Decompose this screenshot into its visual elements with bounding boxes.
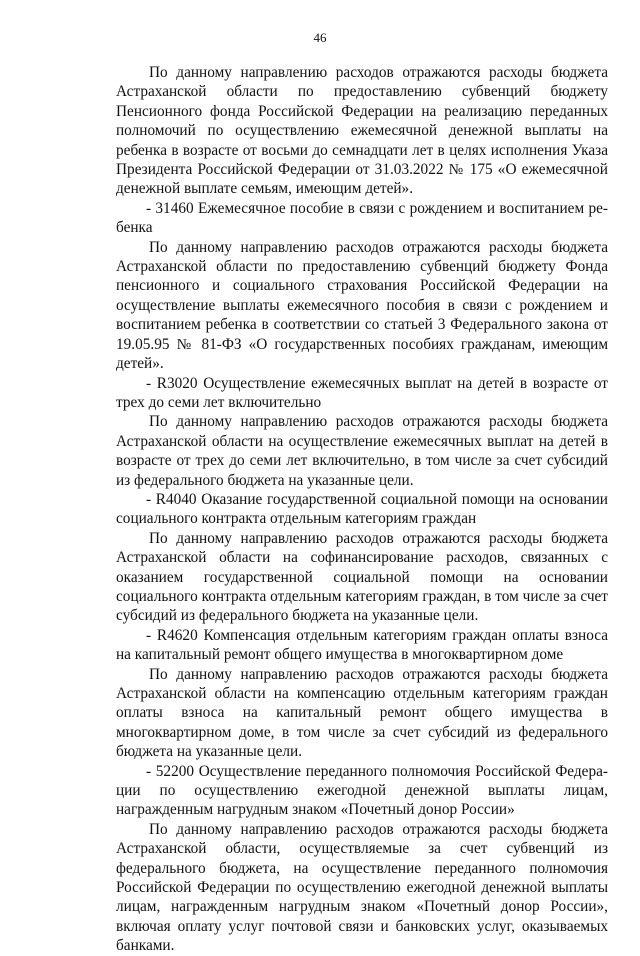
paragraph-expense-code-r4040: - R4040 Оказание государственной социальной помощи на основании социального контракта отдельным категориям граждан: [116, 490, 608, 528]
paragraph-expense-code-52200: - 52200 Осуществление переданного полномочия Российской Федерации по осуществлению ежегодной денежной выплаты лицам, награжденным нагрудным знаком «Почетный донор России»: [116, 762, 608, 819]
paragraph-description: По данному направлению расходов отражаются расходы бюджета Астраханской области по предоставлению субвенций бюджету Фонда пенсионного и социального страхования Российской Федерации на осуществление выплаты ежемесячного пособия в связи с рождением и воспитанием ребенка в соответствии со статьей 3 Федерального закона от 19.05.95 № 81-ФЗ «О государственных пособиях гражданам, имеющим детей».: [116, 238, 608, 373]
paragraph-description: По данному направлению расходов отражаются расходы бюджета Астраханской области на софинансирование расходов, связанных с оказанием государственной социальной помощи на основании социального контракта отдельным категориям граждан, в том числе за счет субсидий из федерального бюджета на указанные цели.: [116, 529, 608, 625]
paragraph-description: По данному направлению расходов отражаются расходы бюджета Астраханской области на осуществление ежемесячных выплат на детей в возрасте от трех до семи лет включительно, в том числе за счет субсидий из федерального бюджета на указанные цели.: [116, 413, 608, 489]
paragraph-expense-code-31460: - 31460 Ежемесячное пособие в связи с рождением и воспитанием ребенка: [116, 199, 608, 237]
page-number: 46: [313, 30, 327, 45]
paragraph-description: По данному направлению расходов отражаются расходы бюджета Астраханской области на компенсацию отдельным категориям граждан оплаты взноса на капитальный ремонт общего имущества в многоквартирном доме, в том числе за счет субсидий из федерального бюджета на указанные цели.: [116, 665, 608, 761]
paragraph-description: По данному направлению расходов отражаются расходы бюджета Астраханской области по предоставлению субвенций бюджету Пенсионного фонда Российской Федерации на реализацию переданных полномочий по осуществлению ежемесячной денежной выплаты на ребенка в возрасте от восьми до семнадцати лет в целях исполнения Указа Президента Российской Федерации от 31.03.2022 № 175 «О ежемесячной денежной выплате семьям, имеющим детей».: [116, 64, 608, 198]
document-body: [116, 63, 608, 956]
paragraph-expense-code-r4620: - R4620 Компенсация отдельным категориям граждан оплаты взноса на капитальный ремонт общего имущества в многоквартирном доме: [116, 626, 608, 664]
paragraph-expense-code-r3020: - R3020 Осуществление ежемесячных выплат на детей в возрасте от трех до семи лет включительно: [116, 374, 608, 411]
paragraph-description: По данному направлению расходов отражаются расходы бюджета Астраханской области, осуществляемые за счет субвенций из федерального бюджета, на осуществление переданного полномочия Российской Федерации по осуществлению ежегодной денежной выплаты лицам, награжденным нагрудным знаком «Почетный донор России», включая оплату услуг почтовой связи и банковских услуг, оказываемых банками.: [116, 820, 608, 955]
